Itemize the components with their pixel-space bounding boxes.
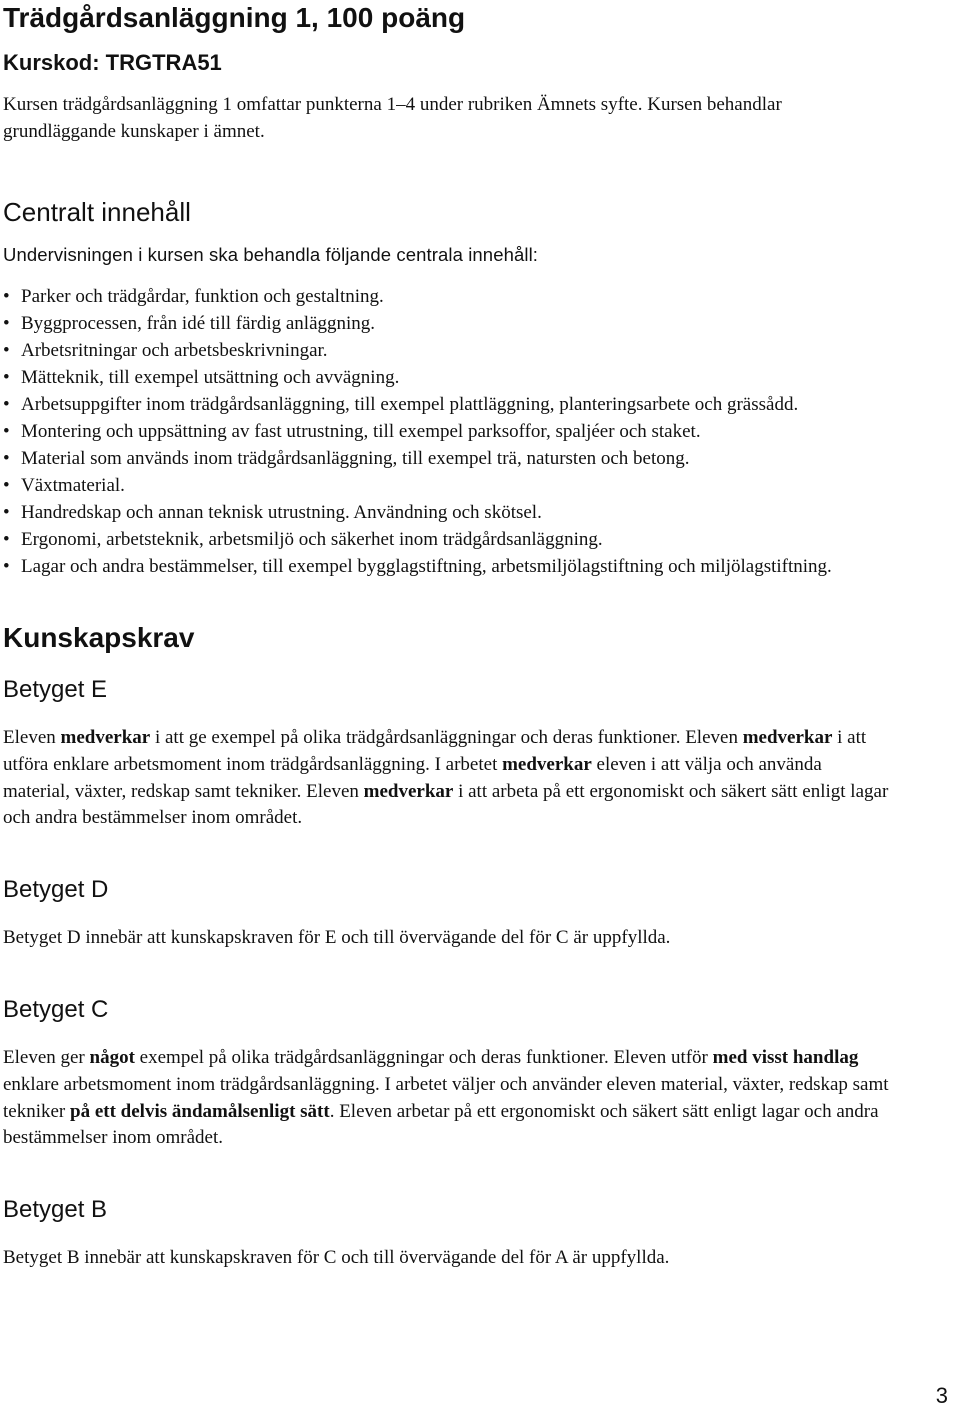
list-item: • Växtmaterial.	[3, 472, 893, 499]
bullet-icon: •	[3, 286, 10, 307]
bullet-icon: •	[3, 502, 10, 523]
bullet-icon: •	[3, 340, 10, 361]
grade-d-heading: Betyget D	[3, 876, 109, 904]
document-page	[3, 0, 893, 1272]
bullet-icon: •	[3, 556, 10, 577]
grade-c-text: Eleven ger något exempel på olika trädgårdsanläggningar och deras funktioner. Eleven utför med visst handlag enklare arbetsmoment inom trädgårdsanläggning. I arbetet väljer och använder eleven material, växter, redskap samt tekniker på ett delvis ändamålsenligt sätt. Eleven arbetar på ett ergonomiskt och säkert sätt enligt lagar och andra bestämmelser inom området.	[3, 1046, 889, 1149]
course-intro: Kursen trädgårdsanläggning 1 omfattar punkterna 1–4 under rubriken Ämnets syfte. Kursen behandlar grundläggande kunskaper i ämnet.	[3, 94, 782, 142]
list-item: • Mätteknik, till exempel utsättning och avvägning.	[3, 364, 893, 391]
list-item: • Arbetsritningar och arbetsbeskrivningar.	[3, 337, 893, 364]
bullet-icon: •	[3, 394, 10, 415]
page-number: 3	[935, 1383, 948, 1408]
page-title: Trädgårdsanläggning 1, 100 poäng	[3, 2, 466, 33]
grade-c-heading: Betyget C	[3, 995, 109, 1023]
list-item: • Byggprocessen, från idé till färdig anläggning.	[3, 310, 893, 337]
list-item: • Handredskap och annan teknisk utrustning. Användning och skötsel.	[3, 499, 893, 526]
list-item: • Material som används inom trädgårdsanläggning, till exempel trä, natursten och betong.	[3, 445, 893, 472]
course-code: Kurskod: TRGTRA51	[3, 50, 222, 75]
list-item: • Parker och trädgårdar, funktion och gestaltning.	[3, 283, 893, 310]
central-content-lead: Undervisningen i kursen ska behandla följande centrala innehåll:	[3, 244, 539, 265]
grade-e-text: Eleven medverkar i att ge exempel på olika trädgårdsanläggningar och deras funktioner. Eleven medverkar i att utföra enklare arbetsmoment inom trädgårdsanläggning. I arbetet medverkar eleven i att välja och använda material, växter, redskap samt tekniker. Eleven medverkar i att arbeta på ett ergonomiskt och säkert sätt enligt lagar och andra bestämmelser inom området.	[3, 727, 889, 829]
bullet-icon: •	[3, 529, 10, 550]
requirements-heading: Kunskapskrav	[3, 622, 195, 653]
bullet-icon: •	[3, 475, 10, 496]
central-content-heading: Centralt innehåll	[3, 197, 191, 227]
bullet-icon: •	[3, 367, 10, 388]
list-item: • Arbetsuppgifter inom trädgårdsanläggning, till exempel plattläggning, planteringsarbete och grässådd.	[3, 391, 893, 418]
bullet-icon: •	[3, 448, 10, 469]
grade-d-text: Betyget D innebär att kunskapskraven för E och till övervägande del för C är uppfyllda.	[3, 927, 671, 949]
bullet-icon: •	[3, 313, 10, 334]
list-item: • Montering och uppsättning av fast utrustning, till exempel parksoffor, spaljéer och staket.	[3, 418, 893, 445]
grade-b-heading: Betyget B	[3, 1196, 108, 1224]
central-content-list	[3, 283, 893, 580]
list-item: • Lagar och andra bestämmelser, till exempel bygglagstiftning, arbetsmiljölagstiftning och miljölagstiftning.	[3, 553, 893, 580]
grade-b-text: Betyget B innebär att kunskapskraven för C och till övervägande del för A är uppfyllda.	[3, 1247, 670, 1269]
grade-e-heading: Betyget E	[3, 676, 108, 703]
bullet-icon: •	[3, 421, 10, 442]
list-item: • Ergonomi, arbetsteknik, arbetsmiljö och säkerhet inom trädgårdsanläggning.	[3, 526, 893, 553]
